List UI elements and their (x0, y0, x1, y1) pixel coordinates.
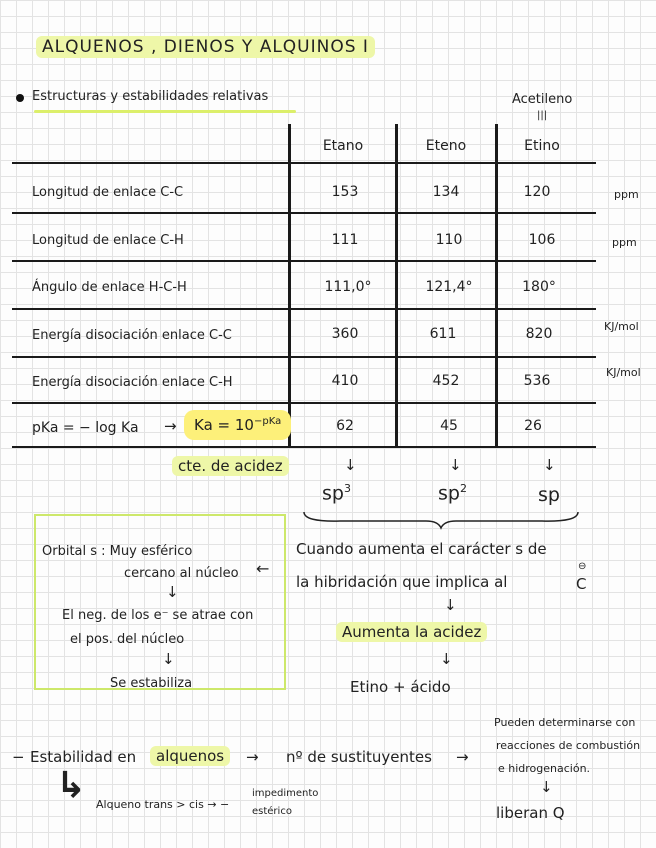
down-arrow: ↓ (440, 650, 453, 668)
table-hline (12, 446, 596, 448)
explain-line: la hibridación que implica al (296, 573, 508, 591)
stability-prefix: Estabilidad en (30, 748, 137, 766)
column-header-etino: Etino (524, 138, 560, 154)
acidity-increase: Aumenta la acidez (336, 622, 487, 642)
row-label: Ángulo de enlace H-C-H (32, 280, 187, 295)
ka-formula-exponent: −pKa (253, 416, 282, 427)
hybrid-sp3-exp: 3 (343, 482, 351, 495)
table-cell: 111 (331, 232, 359, 248)
subtitle-underline (34, 110, 296, 113)
right-arrow: → (456, 748, 469, 766)
table-cell: 62 (336, 418, 354, 434)
pka-label: pKa = − log Ka (32, 420, 139, 436)
orbital-box (34, 514, 286, 690)
negative-charge-icon: ⊖ (578, 561, 587, 572)
table-cell: 26 (524, 418, 542, 434)
right-arrow: → (246, 748, 259, 766)
steric-note: impedimento (252, 788, 319, 799)
table-cell: 121,4° (425, 279, 473, 295)
row-unit: KJ/mol (604, 320, 639, 333)
down-arrow: ↓ (540, 778, 553, 796)
elbow-arrow-icon: ↳ (56, 765, 87, 806)
substituents-text: nº de sustituyentes (286, 748, 432, 766)
table-cell: 120 (523, 184, 551, 200)
table-hline (12, 260, 596, 262)
table-cell: 134 (432, 184, 460, 200)
table-cell: 536 (523, 373, 551, 389)
left-arrow: ← (256, 559, 270, 578)
box-text-line: El neg. de los e⁻ se atrae con (62, 608, 254, 623)
note-line: reacciones de combustión (496, 739, 641, 752)
acidity-constant-label: cte. de acidez (172, 456, 289, 476)
down-arrow: ↓ (444, 596, 457, 614)
table-cell: 180° (522, 279, 556, 295)
acetileno-label: Acetileno (512, 92, 573, 107)
hybrid-sp: sp (538, 484, 560, 506)
stability-dash: − (12, 748, 25, 766)
table-cell: 410 (331, 373, 359, 389)
row-label: Longitud de enlace C-C (32, 185, 184, 200)
box-text-line: cercano al núcleo (124, 566, 239, 581)
table-cell: 820 (525, 326, 553, 342)
table-vline-1 (288, 124, 291, 446)
table-hline (12, 308, 596, 310)
row-label: Energía disociación enlace C-C (32, 328, 232, 343)
alquenos-keyword: alquenos (150, 746, 230, 766)
down-arrow: ↓ (449, 456, 462, 474)
pka-arrow: → (164, 417, 177, 435)
carbanion-symbol: C (576, 575, 587, 593)
table-cell: 611 (429, 326, 457, 342)
hybrid-sp3 (322, 482, 351, 504)
ka-formula (184, 410, 291, 440)
row-unit: ppm (612, 236, 637, 249)
explain-final: Etino + ácido (350, 678, 451, 696)
triple-bond-mark: ||| (537, 110, 548, 121)
table-cell: 110 (435, 232, 463, 248)
table-cell: 106 (528, 232, 556, 248)
bullet-dot (16, 94, 24, 102)
down-arrow: ↓ (543, 456, 556, 474)
page-title: ALQUENOS , DIENOS Y ALQUINOS I (36, 36, 375, 58)
table-vline-2 (395, 124, 398, 446)
explain-line: Cuando aumenta el carácter s de (296, 540, 547, 558)
table-hline (12, 356, 596, 358)
table-hline (12, 212, 596, 214)
curly-brace (300, 508, 582, 530)
hybrid-sp2-base: sp (438, 482, 460, 505)
table-cell: 360 (331, 326, 359, 342)
down-arrow: ↓ (162, 650, 175, 668)
row-unit: ppm (614, 188, 639, 201)
note-line: e hidrogenación. (498, 762, 591, 775)
trans-cis-text: Alqueno trans > cis → − (96, 798, 230, 811)
table-cell: 45 (440, 418, 458, 434)
hybrid-sp2-exp: 2 (459, 482, 467, 495)
box-text-line: Orbital s : Muy esférico (42, 544, 193, 559)
row-unit: KJ/mol (606, 366, 641, 379)
note-line: Pueden determinarse con (494, 716, 636, 729)
table-cell: 153 (331, 184, 359, 200)
table-hline (12, 402, 596, 404)
column-header-eteno: Eteno (425, 138, 467, 154)
release-text: liberan Q (496, 804, 565, 822)
steric-note: estérico (252, 806, 292, 817)
table-hline (12, 162, 596, 164)
down-arrow: ↓ (344, 456, 357, 474)
hybrid-sp2 (438, 482, 467, 504)
ka-formula-base: Ka = 10 (194, 416, 254, 434)
box-text-line: el pos. del núcleo (70, 632, 185, 647)
column-header-etano: Etano (322, 138, 364, 154)
table-cell: 111,0° (324, 279, 372, 295)
down-arrow: ↓ (166, 583, 179, 601)
row-label: Longitud de enlace C-H (32, 233, 184, 248)
table-cell: 452 (432, 373, 460, 389)
row-label: Energía disociación enlace C-H (32, 375, 233, 390)
hybrid-sp3-base: sp (322, 482, 344, 505)
box-text-line: Se estabiliza (110, 676, 193, 691)
section-subtitle: Estructuras y estabilidades relativas (32, 89, 269, 104)
